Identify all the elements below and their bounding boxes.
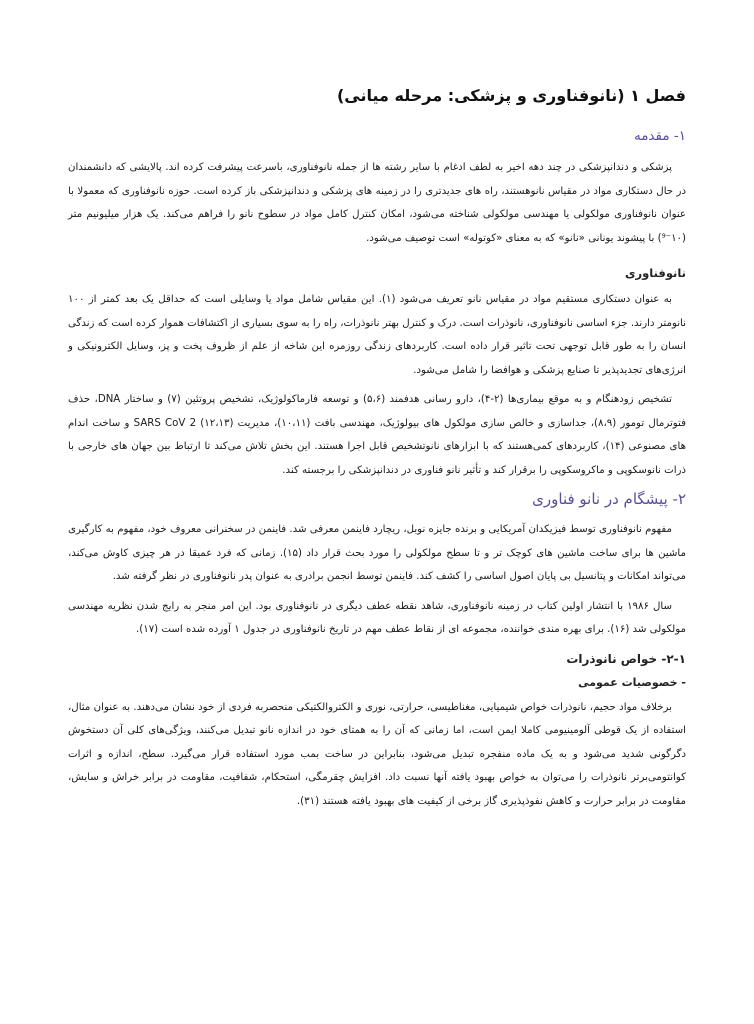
nanotech-heading: نانوفناوری [624,266,686,280]
pioneers-paragraph-1: مفهوم نانوفناوری توسط فیزیکدان آمریکایی و برنده جایزه نوبل، ریچارد فاینمن معرفی شد. فاینمن در سخنرانی معروف خود، مفهوم به کارگیری ماشین ها برای ساخت ماشین های کوچک تر و تا سطح مولکولی را مورد بحث قرار داد (۱۵). زمانی که فرد عمیقا در هر چیزی کاوش می‌کند، می‌تواند امکانات و پتانسیل بی پایان اصول اساسی را کشف کند. فاینمن توسط انجمن برادری به عنوان پدر نانوفناوری در نظر گرفته شد. [68,524,686,582]
nanotech-paragraph-1: به عنوان دستکاری مستقیم مواد در مقیاس نانو تعریف می‌شود (۱). این مقیاس شامل مواد یا وسایلی است که حداقل یک بعد کمتر از ۱۰۰ نانومتر دارند. جزء اساسی نانوفناوری، نانوذرات است. درک و کنترل بهتر نانوذرات، راه را به سوی بسیاری از اکتشافات هموار کرده است که زندگی انسان را به طور قابل توجهی تحت تاثیر قرار داده است. کاربردهای زندگی روزمره این شاخه از علم از ظروف پخت و پز، وسایل الکترونیکی و انرژی‌های تجدیدپذیر تا صنایع پزشکی و هوافضا را شامل می‌شود. [68,294,686,376]
intro-paragraph: پزشکی و دندانپزشکی در چند دهه اخیر به لطف ادغام با سایر رشته ها از جمله نانوفناوری، باسرعت پیشرفت کرده اند. پالایشی که دانشمندان در حال دستکاری مواد در مقیاس نانوهستند، راه های جدیدتری را در زمینه های پزشکی و دندانپزشکی باز کرده است. حوزه نانوفناوری که معمولا با عنوان نانوفناوری مولکولی یا مهندسی مولکولی شناخته می‌شود، امکان کنترل کامل مواد در سطوح نانو را فراهم می‌کند. یک هزار میلیونیم متر (۱۰⁻⁹) با پیشوند یونانی «نانو» که به معنای «کوتوله» است توصیف می‌شود. [68,162,686,244]
pioneers-heading: ۲- پیشگام در نانو فناوری [532,490,686,508]
document-page [68,84,686,819]
chapter-title: فصل ۱ (نانوفناوری و پزشکی: مرحله میانی) [336,86,686,105]
intro-heading: ۱- مقدمه [633,128,686,144]
properties-paragraph-1: برخلاف مواد حجیم، نانوذرات خواص شیمیایی، مغناطیسی، حرارتی، نوری و الکتروالکتیکی منحصربه فردی از خود نشان می‌دهند. به عنوان مثال، استفاده از یک قوطی آلومینیومی کاملا ایمن است، اما زمانی که آن را به همتای خود در اندازه نانو تبدیل می‌کنند، ویژگی‌های کلی آن دستخوش دگرگونی شدید می‌شود و به یک ماده منفجره تبدیل می‌شود، بنابراین در ساخت بمب مورد استفاده قرار می‌گیرد. سطح، اندازه و اثرات کوانتومی‌برتر نانوذرات را می‌توان به خواص بهبود یافته آنها نسبت داد. افزایش چقرمگی، استحکام، شفافیت، مقاومت در برابر خراش و سایش، مقاومت در برابر حرارت و کاهش نفوذپذیری گاز برخی از کیفیت های بهبود یافته هستند (۳۱). [68,701,686,807]
properties-heading: ۲-۱- خواص نانوذرات [566,651,686,666]
nanotech-paragraph-2: تشخیص زودهنگام و به موقع بیماری‌ها (۲-۴)، دارو رسانی هدفمند (۵،۶) و توسعه فارماکولوژیک، تشخیص پروتئین (۷) و ساختار DNA، حذف فتوترمال تومور (۸،۹)، جداسازی و خالص سازی مولکول های بیولوژیک، مهندسی بافت (۱۰،۱۱)، مدیریت SARS CoV 2 (۱۲،۱۳) و ساخت اندام های مصنوعی (۱۴)، کاربردهای کمی‌هستند که با ابزارهای نانوتشخیص قابل اجرا هستند. این بخش تلاش می‌کند تا ارتباط بین جهان های خارجی با ذرات نانوسکوپی و ماکروسکوپی را برقرار کند و تأثیر نانو فناوری در دندانپزشکی را برجسته کند. [68,394,686,476]
pioneers-paragraph-2: سال ۱۹۸۶ با انتشار اولین کتاب در زمینه نانوفناوری، شاهد نقطه عطف دیگری در نانوفناوری بود. این امر منجر به رایج شدن نظریه مهندسی مولکولی شد (۱۶). برای بهره مندی خواننده، مجموعه ای از نقاط عطف مهم در تاریخ نانوفناوری در جدول ۱ آورده شده است (۱۷). [68,600,686,635]
general-properties-heading: - خصوصیات عمومی [578,675,686,689]
